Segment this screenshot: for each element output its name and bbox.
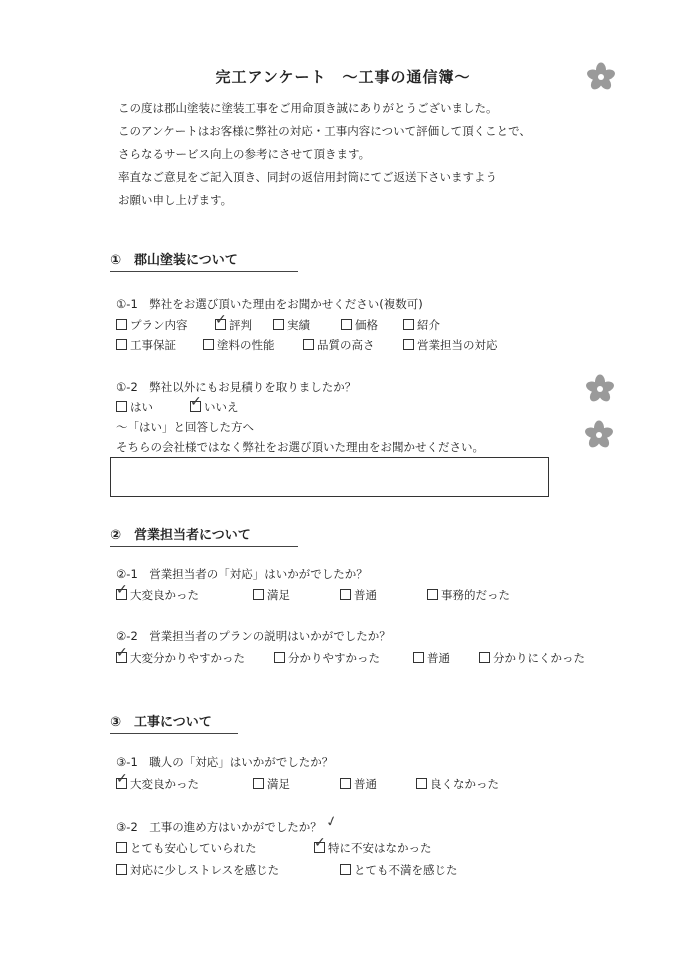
checkbox[interactable] (116, 319, 127, 330)
checkbox[interactable] (340, 589, 351, 600)
flower-icon (584, 420, 614, 450)
checkbox-option[interactable]: 価格 (341, 317, 378, 333)
checkbox[interactable] (314, 842, 325, 853)
checkbox[interactable] (116, 589, 127, 600)
checkbox-option[interactable]: ✓大変良かった (116, 776, 199, 792)
checkbox-option[interactable]: 対応に少しストレスを感じた (116, 862, 279, 878)
checkbox-option[interactable]: 普通 (413, 650, 450, 666)
intro-line: このアンケートはお客様に弊社の対応・工事内容について評価して頂くことで、 (118, 124, 531, 138)
section-heading: ③ 工事について (110, 711, 238, 734)
checkbox[interactable] (341, 319, 352, 330)
checkbox-option[interactable]: とても安心していられた (116, 840, 257, 856)
checkbox-option[interactable]: ✓大変良かった (116, 587, 199, 603)
checkbox-option[interactable]: 良くなかった (416, 776, 499, 792)
intro-line: 率直なご意見をご記入頂き、同封の返信用封筒にてご返送下さいますよう (118, 170, 498, 184)
page-title: 完工アンケート ～工事の通信簿～ (215, 68, 471, 86)
checkbox[interactable] (253, 778, 264, 789)
checkbox[interactable] (403, 339, 414, 350)
checkbox[interactable] (303, 339, 314, 350)
checkbox[interactable] (416, 778, 427, 789)
checkbox-option[interactable]: 事務的だった (427, 587, 510, 603)
section-heading: ② 営業担当者について (110, 524, 298, 547)
followup-label: ～「はい」と回答した方へ (116, 420, 254, 434)
flower-icon (586, 62, 616, 92)
flower-center (597, 386, 603, 392)
checkbox-option[interactable]: プラン内容 (116, 317, 188, 333)
checkbox-option[interactable]: ✓ 特に不安はなかった (314, 840, 432, 856)
checkbox-option[interactable]: 工事保証 (116, 337, 176, 353)
followup-question: そちらの会社様ではなく弊社をお選び頂いた理由をお聞かせください。 (116, 440, 484, 454)
checkbox[interactable] (116, 864, 127, 875)
checkbox-option[interactable]: 満足 (253, 587, 290, 603)
intro-line: さらなるサービス向上の参考にさせて頂きます。 (118, 147, 371, 161)
checkbox[interactable] (427, 589, 438, 600)
checkbox-option[interactable]: 普通 (340, 587, 377, 603)
checkbox[interactable] (340, 778, 351, 789)
checkbox[interactable] (116, 339, 127, 350)
checkbox-option[interactable]: ✓ 評判 (215, 317, 252, 333)
checkbox[interactable] (116, 401, 127, 412)
checkbox-option[interactable]: 分かりやすかった (274, 650, 380, 666)
intro-line: お願い申し上げます。 (118, 193, 233, 207)
checkbox-option[interactable]: とても不満を感じた (340, 862, 458, 878)
checkbox[interactable] (116, 652, 127, 663)
checkbox-option[interactable]: 実績 (273, 317, 310, 333)
checkbox[interactable] (273, 319, 284, 330)
checkbox[interactable] (413, 652, 424, 663)
checkbox[interactable] (479, 652, 490, 663)
question-label: ②-1 営業担当者の「対応」はいかがでしたか？ (116, 567, 368, 581)
stray-check-mark: ✓ (324, 812, 340, 832)
checkbox[interactable] (190, 401, 201, 412)
section-heading: ① 郡山塗装について (110, 249, 298, 272)
checkbox-option[interactable]: はい (116, 399, 153, 415)
checkbox-option[interactable]: 紹介 (403, 317, 440, 333)
answer-textbox[interactable] (110, 457, 549, 497)
checkbox[interactable] (340, 864, 351, 875)
checkbox-option[interactable]: 品質の高さ (303, 337, 375, 353)
question-label: ②-2 営業担当者のプランの説明はいかがでしたか？ (116, 629, 391, 643)
flower-center (596, 432, 602, 438)
question-label: ③-2 工事の進め方はいかがでしたか？ (116, 820, 322, 834)
checkbox[interactable] (253, 589, 264, 600)
flower-center (598, 74, 604, 80)
intro-line: この度は郡山塗装に塗装工事をご用命頂き誠にありがとうございました。 (118, 101, 498, 115)
checkbox[interactable] (203, 339, 214, 350)
checkbox-option[interactable]: ✓ いいえ (190, 399, 239, 415)
checkbox-option[interactable]: ✓大変分かりやすかった (116, 650, 245, 666)
question-label: ①-2 弊社以外にもお見積りを取りましたか？ (116, 380, 357, 394)
checkbox[interactable] (116, 778, 127, 789)
question-label: ③-1 職人の「対応」はいかがでしたか？ (116, 755, 334, 769)
checkbox-option[interactable]: 普通 (340, 776, 377, 792)
checkbox[interactable] (215, 319, 226, 330)
checkbox[interactable] (116, 842, 127, 853)
flower-icon (585, 374, 615, 404)
checkbox[interactable] (274, 652, 285, 663)
checkbox-option[interactable]: 分かりにくかった (479, 650, 585, 666)
checkbox-option[interactable]: 営業担当の対応 (403, 337, 498, 353)
checkbox[interactable] (403, 319, 414, 330)
checkbox-option[interactable]: 満足 (253, 776, 290, 792)
question-label: ①-1 弊社をお選び頂いた理由をお聞かせください(複数可) (116, 297, 423, 311)
checkbox-option[interactable]: 塗料の性能 (203, 337, 275, 353)
